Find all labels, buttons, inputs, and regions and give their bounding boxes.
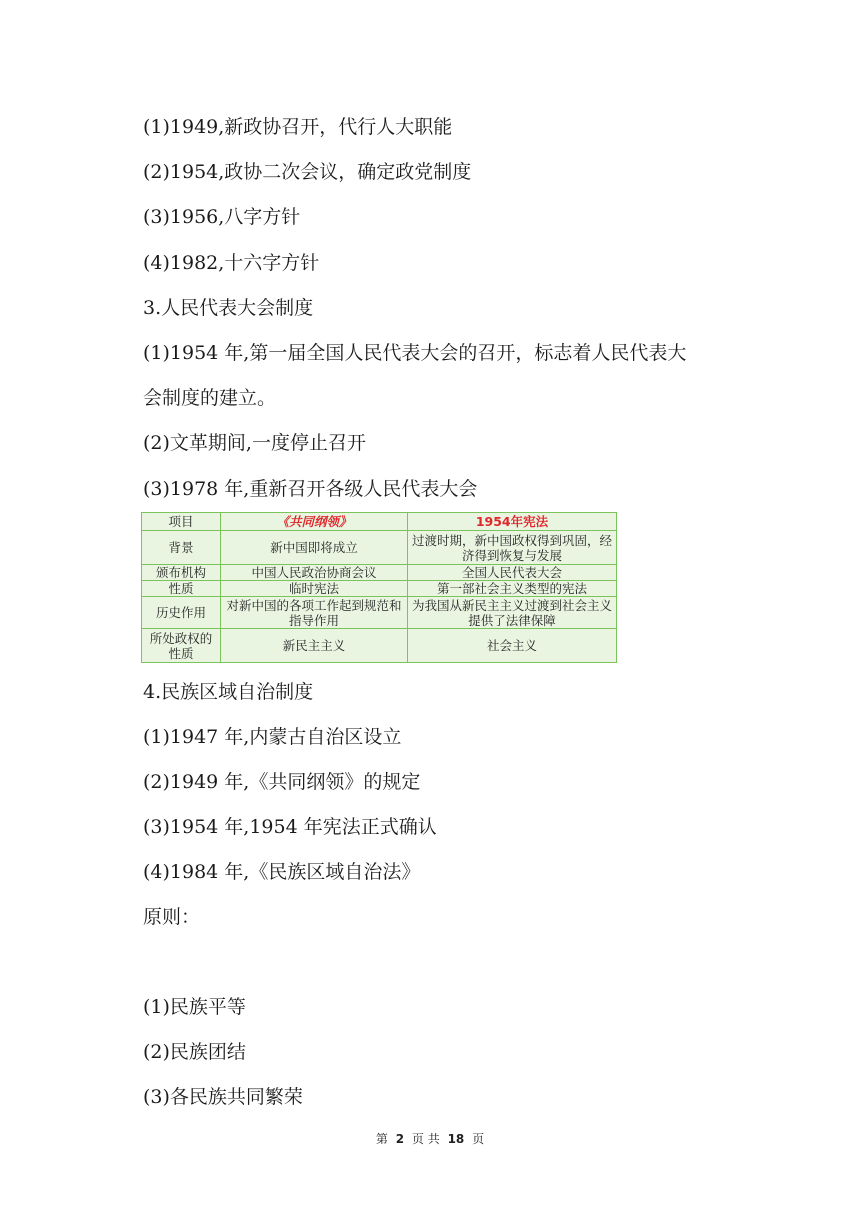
table-cell: 过渡时期，新中国政权得到巩固，经济得到恢复与发展	[408, 531, 617, 565]
text-line: (1)1949,新政协召开，代行人大职能	[143, 116, 453, 138]
principle-item: (1)民族平等	[143, 996, 246, 1018]
principle-item: (2)民族团结	[143, 1041, 246, 1063]
table-row	[142, 581, 617, 597]
text-line: (4)1982,十六字方针	[143, 252, 320, 274]
section-heading: 4.民族区域自治制度	[143, 681, 314, 703]
table-header-cell: 《共同纲领》	[221, 513, 408, 531]
text-line: (3)1954 年,1954 年宪法正式确认	[143, 816, 437, 838]
footer-prefix: 第	[375, 1132, 388, 1146]
table-cell: 临时宪法	[221, 581, 408, 597]
table-row	[142, 597, 617, 629]
comparison-table	[141, 512, 617, 663]
current-page-number: 2	[395, 1132, 405, 1146]
footer-middle: 页 共	[411, 1132, 440, 1146]
table-cell: 新民主主义	[221, 629, 408, 663]
table-header-cell: 项目	[142, 513, 221, 531]
table-header-cell: 1954年宪法	[408, 513, 617, 531]
table-cell: 为我国从新民主主义过渡到社会主义提供了法律保障	[408, 597, 617, 629]
table-cell: 全国人民代表大会	[408, 565, 617, 581]
table-cell: 颁布机构	[142, 565, 221, 581]
table-cell: 第一部社会主义类型的宪法	[408, 581, 617, 597]
table-row	[142, 531, 617, 565]
text-line: (1)1954 年,第一届全国人民代表大会的召开，标志着人民代表大	[143, 342, 687, 364]
footer-suffix: 页	[472, 1132, 485, 1146]
text-line: (2)文革期间,一度停止召开	[143, 432, 366, 454]
principle-item: (3)各民族共同繁荣	[143, 1086, 303, 1108]
table-cell: 背景	[142, 531, 221, 565]
total-page-number: 18	[447, 1132, 465, 1146]
table-cell: 新中国即将成立	[221, 531, 408, 565]
table-cell: 性质	[142, 581, 221, 597]
text-line: (3)1956,八字方针	[143, 206, 301, 228]
table-cell: 历史作用	[142, 597, 221, 629]
section-heading: 3.人民代表大会制度	[143, 297, 314, 319]
table-row	[142, 565, 617, 581]
table-row	[142, 629, 617, 663]
text-line: (3)1978 年,重新召开各级人民代表大会	[143, 478, 478, 500]
table-cell: 所处政权的性质	[142, 629, 221, 663]
text-line: (2)1954,政协二次会议，确定政党制度	[143, 161, 472, 183]
table-cell: 对新中国的各项工作起到规范和指导作用	[221, 597, 408, 629]
principles-label: 原则：	[143, 906, 201, 928]
text-line: (4)1984 年,《民族区域自治法》	[143, 861, 421, 883]
text-line: 会制度的建立。	[143, 387, 277, 409]
text-line: (2)1949 年,《共同纲领》的规定	[143, 771, 421, 793]
table-cell: 中国人民政治协商会议	[221, 565, 408, 581]
table-cell: 社会主义	[408, 629, 617, 663]
text-line: (1)1947 年,内蒙古自治区设立	[143, 726, 402, 748]
table-header-row	[142, 513, 617, 531]
page-footer	[0, 1130, 860, 1147]
